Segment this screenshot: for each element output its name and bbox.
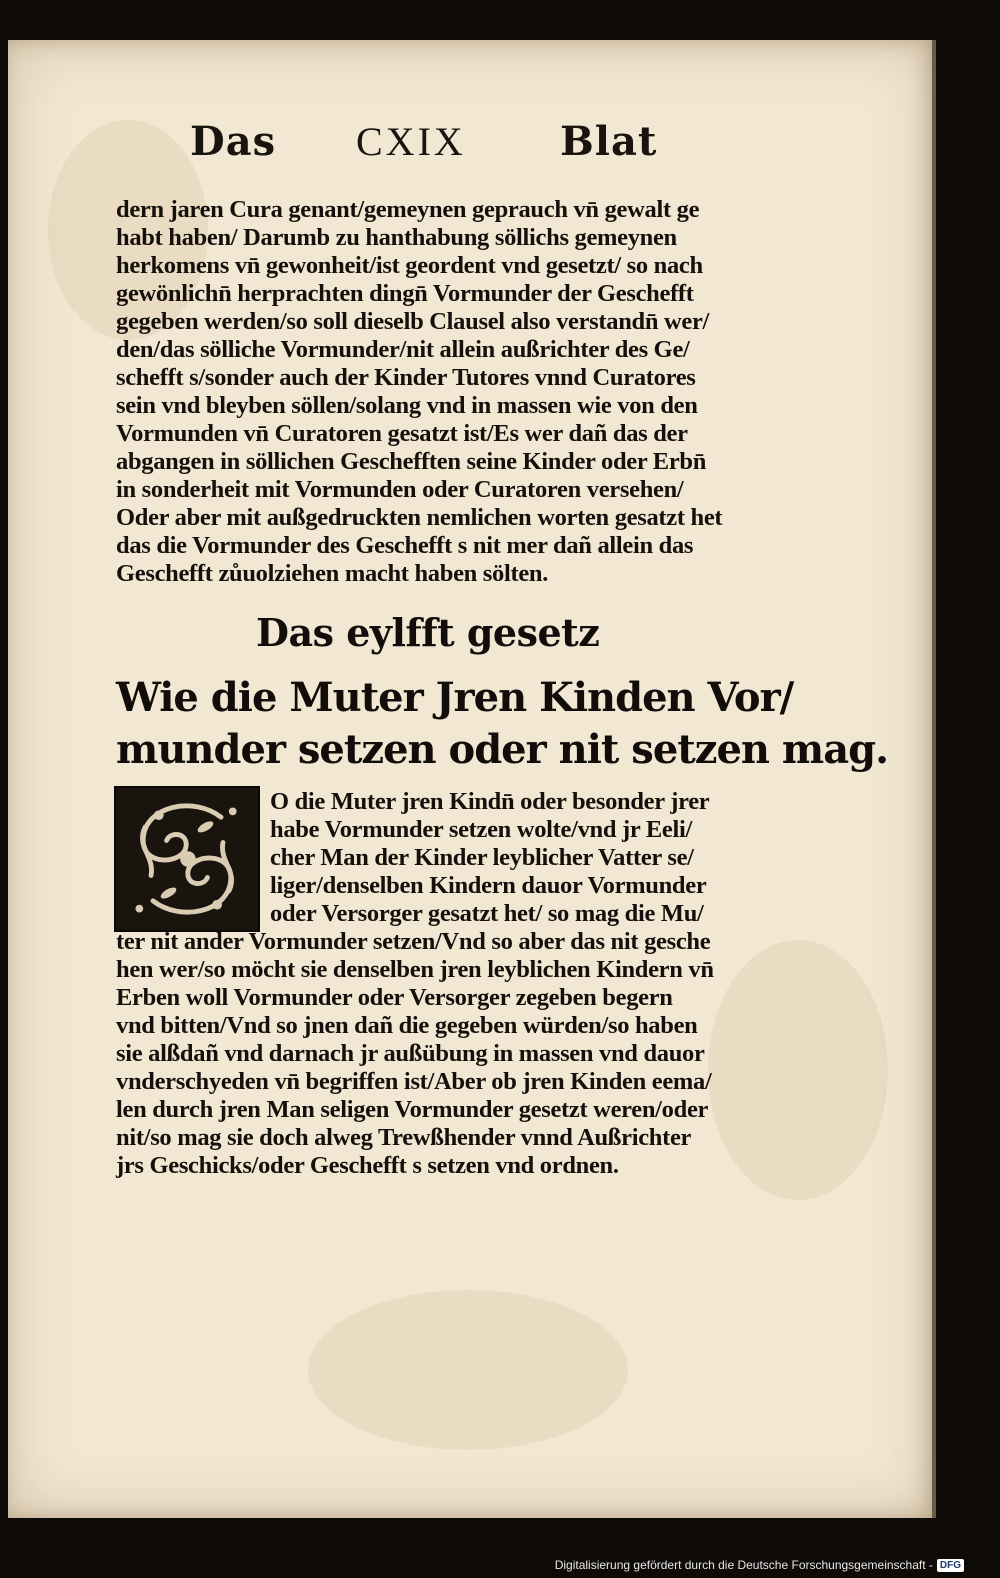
credit-text: Digitalisierung gefördert durch die Deutsche Forschungsgemeinschaft -	[554, 1558, 933, 1572]
text-line: Oder aber mit außgedruckten nemlichen worten gesatzt het	[116, 504, 723, 531]
text-line: dern jaren Cura genant/gemeynen geprauch vn̄ gewalt ge	[116, 196, 700, 223]
text-line: liger/denselben Kindern dauor Vormunder	[270, 872, 707, 899]
text-line: den/das sölliche Vormunder/nit allein außrichter des Ge/	[116, 336, 690, 363]
digitization-credit	[555, 1558, 964, 1572]
header-left: Das	[190, 118, 277, 165]
text-line: cher Man der Kinder leyblicher Vatter se/	[270, 844, 694, 871]
text-line: Geschefft zůuolziehen macht haben sölten.	[116, 560, 549, 587]
text-block-2	[116, 788, 714, 1180]
running-header	[0, 118, 1000, 174]
text-line: vnd bitten/Vnd so jnen dañ die gegeben würden/so haben	[116, 1012, 698, 1039]
text-line: sie alßdañ vnd darnach jr außübung in massen vnd dauor	[116, 1040, 705, 1067]
text-line: O die Muter jren Kindn̄ oder besonder jrer	[270, 788, 710, 815]
text-line: habt haben/ Darumb zu hanthabung söllichs gemeynen	[116, 224, 677, 251]
heading-line: munder setzen oder nit setzen mag.	[116, 726, 889, 773]
text-line: schefft s/sonder auch der Kinder Tutores vnnd Curatores	[116, 364, 696, 391]
text-line: das die Vormunder des Geschefft s nit mer dañ allein das	[116, 532, 694, 559]
paper-stain	[308, 1290, 628, 1450]
text-line: Erben woll Vormunder oder Versorger zegeben begern	[116, 984, 673, 1011]
text-line: herkomens vn̄ gewonheit/ist geordent vnd gesetzt/ so nach	[116, 252, 703, 279]
text-line: vnderschyeden vn̄ begriffen ist/Aber ob jren Kinden eema/	[116, 1068, 712, 1095]
text-line: Vormunden vn̄ Curatoren gesatzt ist/Es wer dañ das der	[116, 420, 688, 447]
text-block-1	[116, 196, 723, 588]
text-line: gewönlichn̄ herprachten dingn̄ Vormunder der Geschefft	[116, 280, 694, 307]
heading-line: Wie die Muter Jren Kinden Vor/	[116, 674, 794, 721]
text-line: sein vnd bleyben söllen/solang vnd in massen wie von den	[116, 392, 698, 419]
text-line: hen wer/so möcht sie denselben jren leyblichen Kindern vn̄	[116, 956, 714, 983]
text-line: abgangen in söllichen Geschefften seine Kinder oder Erbn̄	[116, 448, 707, 475]
text-line: len durch jren Man seligen Vormunder gesetzt weren/oder	[116, 1096, 709, 1123]
dfg-logo-icon: DFG	[937, 1559, 964, 1572]
chapter-heading	[116, 672, 889, 776]
text-line: jrs Geschicks/oder Geschefft s setzen vnd ordnen.	[116, 1152, 619, 1179]
text-line: oder Versorger gesatzt het/ so mag die Mu/	[270, 900, 704, 927]
section-title: Das eylfft gesetz	[256, 610, 600, 655]
page-edge	[932, 40, 936, 1518]
paper-stain	[708, 940, 888, 1200]
text-line: in sonderheit mit Vormunden oder Curatoren versehen/	[116, 476, 684, 503]
text-line: ter nit ander Vormunder setzen/Vnd so aber das nit gesche	[116, 928, 711, 955]
text-line: gegeben werden/so soll dieselb Clausel also verstandn̄ wer/	[116, 308, 710, 335]
header-right: Blat	[560, 118, 658, 165]
text-line: nit/so mag sie doch alweg Trewßhender vnnd Außrichter	[116, 1124, 692, 1151]
folio-number: CXIX	[356, 119, 466, 164]
text-line: habe Vormunder setzen wolte/vnd jr Eeli/	[270, 816, 692, 843]
